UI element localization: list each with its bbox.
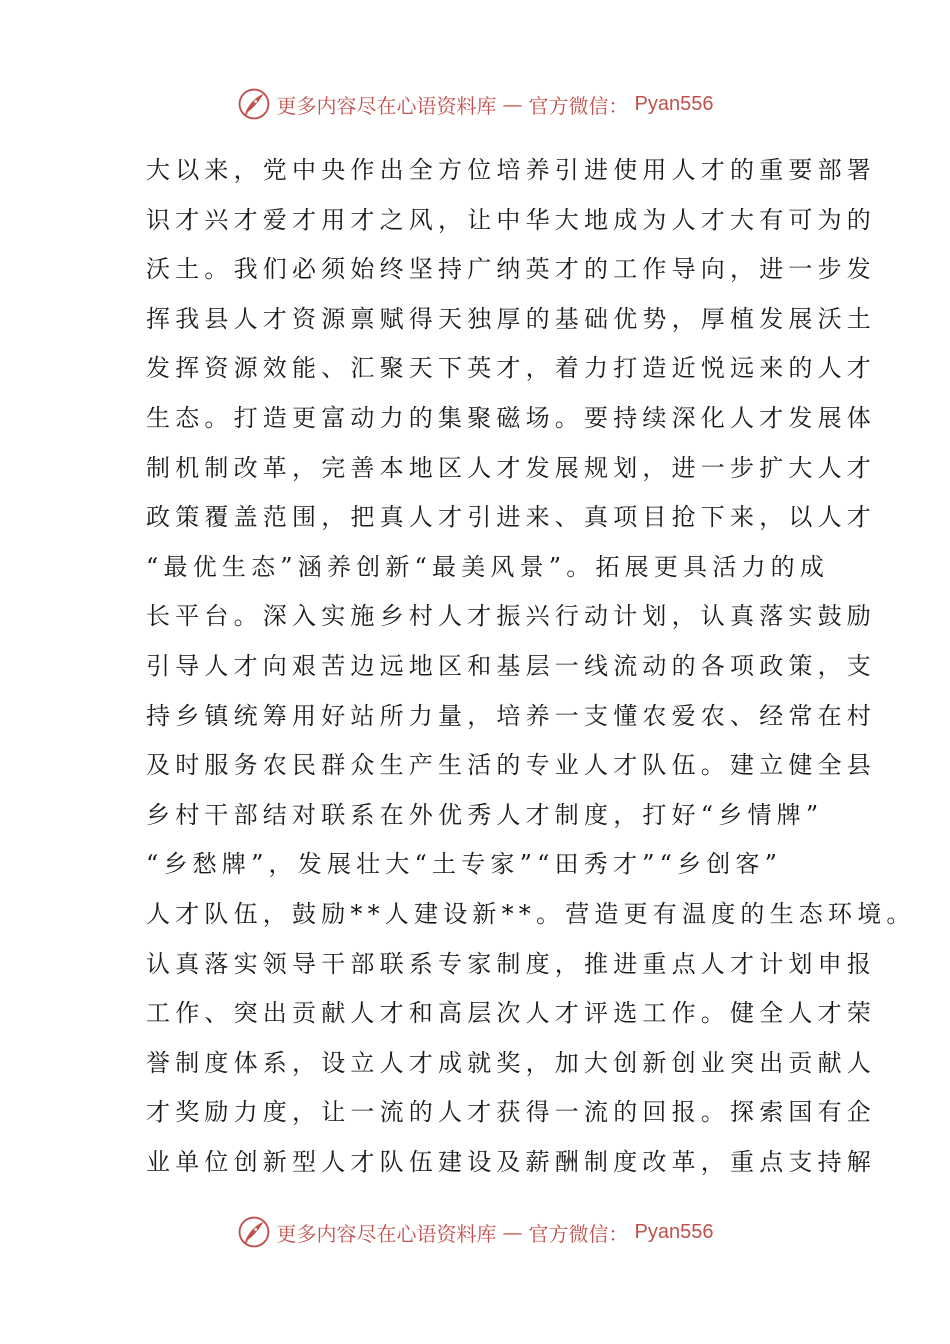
- body-line: 识才兴才爱才用才之风，让中华大地成为人才大有可为的: [146, 205, 876, 234]
- header-watermark-banner: [0, 84, 950, 124]
- pen-nib-logo-icon: [237, 1215, 271, 1249]
- body-line: 政策覆盖范围，把真人才引进来、真项目抢下来，以人才: [146, 503, 876, 532]
- footer-watermark-banner: [0, 1212, 950, 1252]
- body-line: 人才队伍，鼓励**人建设新**。营造更有温度的生态环境。: [146, 899, 916, 928]
- body-line: “乡愁牌”，发展壮大“土专家”“田秀才”“乡创客”: [146, 850, 783, 879]
- body-line: 发挥资源效能、汇聚天下英才，着力打造近悦远来的人才: [146, 354, 876, 383]
- body-line: 制机制改革，完善本地区人才发展规划，进一步扩大人才: [146, 453, 876, 482]
- banner-title: 更多内容尽在心语资料库: [276, 93, 497, 118]
- body-line: 持乡镇统筹用好站所力量，培养一支懂农爱农、经常在村: [146, 701, 876, 730]
- body-line: 及时服务农民群众生产生活的专业人才队伍。建立健全县: [146, 751, 876, 780]
- body-line: 誉制度体系，设立人才成就奖，加大创新创业突出贡献人: [146, 1048, 876, 1077]
- body-line: “最优生态”涵养创新“最美风景”。拓展更具活力的成: [146, 552, 830, 581]
- body-line: 工作、突出贡献人才和高层次人才评选工作。健全人才荣: [146, 999, 876, 1028]
- banner-separator: —: [502, 92, 523, 116]
- body-line: 沃土。我们必须始终坚持广纳英才的工作导向，进一步发: [146, 255, 876, 284]
- body-line: 大以来，党中央作出全方位培养引进使用人才的重要部署: [146, 156, 876, 184]
- body-line: 挥我县人才资源禀赋得天独厚的基础优势，厚植发展沃土: [146, 304, 876, 333]
- pen-nib-logo-icon: [237, 87, 271, 121]
- banner-wechat-label: 官方微信：: [528, 93, 629, 118]
- body-line: 业单位创新型人才队伍建设及薪酬制度改革，重点支持解: [146, 1147, 876, 1176]
- body-line: 长平台。深入实施乡村人才振兴行动计划，认真落实鼓励: [146, 602, 876, 631]
- body-line: 才奖励力度，让一流的人才获得一流的回报。探索国有企: [146, 1098, 876, 1127]
- body-line: 乡村干部结对联系在外优秀人才制度，打好“乡情牌”: [146, 800, 824, 829]
- banner-wechat-id: Pyan556: [634, 92, 714, 115]
- body-line: 生态。打造更富动力的集聚磁场。要持续深化人才发展体: [146, 403, 876, 432]
- banner-separator: —: [502, 1220, 523, 1244]
- banner-wechat-label: 官方微信：: [528, 1221, 629, 1246]
- banner-wechat-id: Pyan556: [634, 1220, 714, 1243]
- document-body: [146, 146, 916, 1187]
- banner-content: [237, 1215, 714, 1249]
- banner-content: [237, 87, 714, 121]
- body-line: 引导人才向艰苦边远地区和基层一线流动的各项政策，支: [146, 651, 876, 680]
- body-line: 认真落实领导干部联系专家制度，推进重点人才计划申报: [146, 949, 876, 978]
- banner-title: 更多内容尽在心语资料库: [276, 1221, 497, 1246]
